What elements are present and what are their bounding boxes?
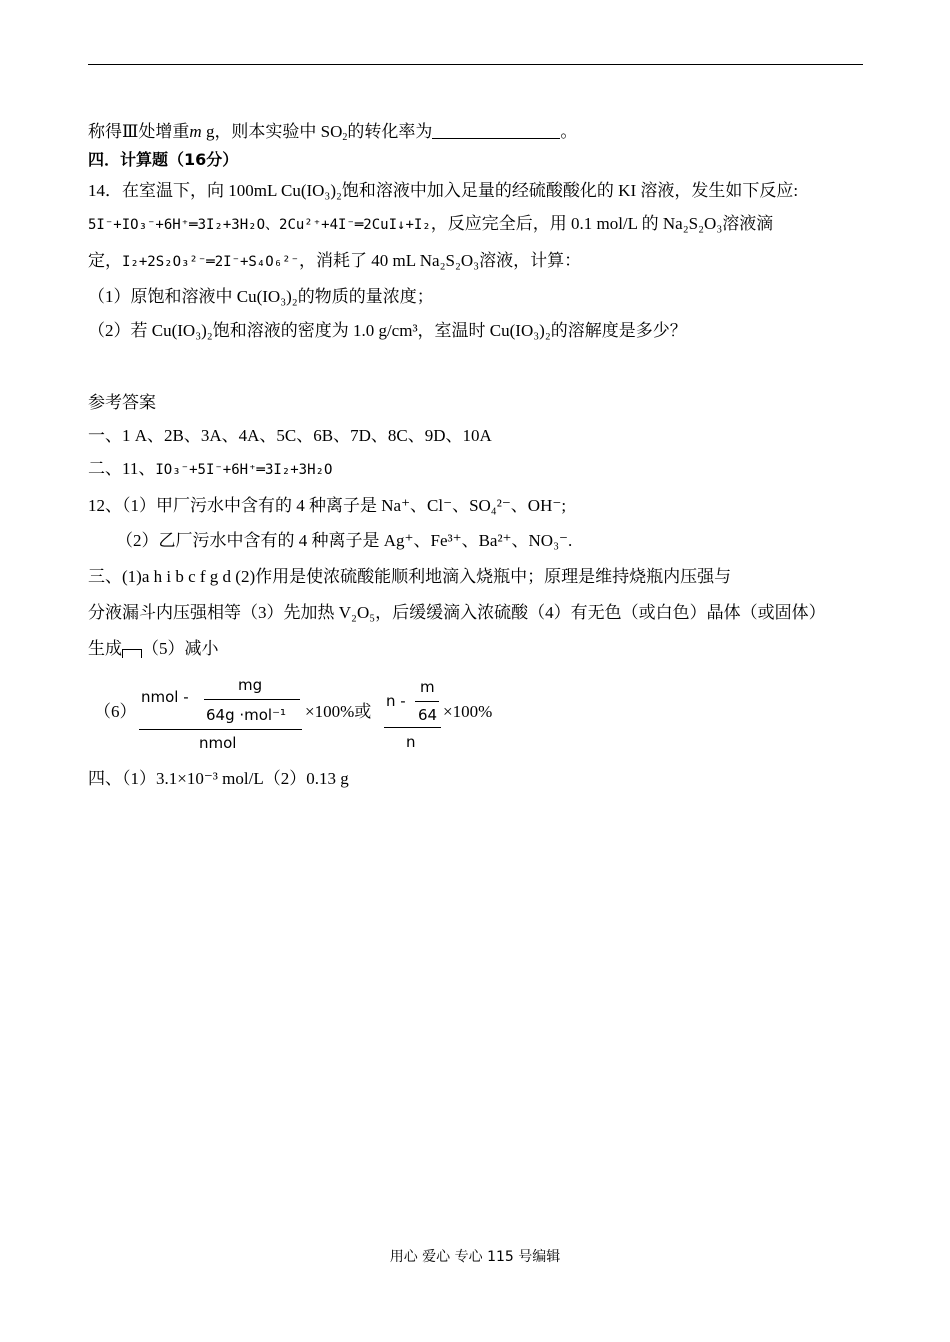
frac2-numerator-lead: n - — [386, 692, 406, 710]
frac1-inner-denominator: 64g ·mol⁻¹ — [206, 706, 287, 724]
answer-part1: 一、1 A、2B、3A、4A、5C、6B、7D、8C、9D、10A — [88, 426, 492, 445]
q13-last-line — [88, 121, 577, 143]
frac1-inner-bar — [204, 699, 300, 700]
answer-part2 — [88, 458, 332, 481]
text-segment: 的转化率为 — [347, 122, 433, 141]
frac2-inner-numerator: m — [420, 678, 435, 696]
text-segment: （5）减小 — [142, 639, 219, 658]
answer-6-label: （6） — [94, 702, 137, 721]
text-segment: g，则本实验中 SO — [201, 122, 343, 141]
frac2-denominator: n — [406, 733, 416, 751]
answer-6-pct2: ×100% — [443, 702, 493, 721]
q14-sub1: （1）原饱和溶液中 Cu(IO₃)₂的物质的量浓度； — [88, 287, 434, 306]
text-segment: ，消耗了 40 mL Na₂S₂O₃溶液，计算： — [299, 251, 582, 270]
frac1-main-bar — [139, 729, 302, 730]
page-footer: 用心 爱心 专心 115 号编辑 — [389, 1249, 561, 1265]
text-segment: 生成 — [88, 639, 122, 658]
frac1-numerator-lead: nmol - — [141, 688, 189, 706]
frac2-inner-denominator: 64 — [418, 706, 438, 724]
frac2-inner-bar — [415, 701, 439, 702]
equation-2: 、2Cu²⁺+4I⁻═2CuI↓+I₂ — [265, 217, 431, 233]
answer-12-2: （2）乙厂污水中含有的 4 种离子是 Ag⁺、Fe³⁺、Ba²⁺、NO₃⁻. — [116, 531, 573, 550]
bracket-icon — [122, 649, 142, 658]
equation-answer-11: IO₃⁻+5I⁻+6H⁺═3I₂+3H₂O — [155, 462, 333, 478]
equation-1: 5I⁻+IO₃⁻+6H⁺═3I₂+3H₂O — [88, 217, 266, 233]
answer-part3-line3 — [88, 638, 219, 660]
text-segment: 。 — [560, 122, 578, 141]
q14-intro: 14．在室温下，向 100mL Cu(IO₃)₂饱和溶液中加入足量的经硫酸酸化的 KI 溶液，发生如下反应: — [88, 181, 799, 200]
q14-line2 — [88, 213, 773, 236]
variable-m: m — [189, 122, 202, 141]
text-segment: 称得Ⅲ处增重 — [88, 122, 190, 141]
answer-blank — [432, 122, 560, 139]
frac2-main-bar — [384, 727, 441, 728]
answer-6-pct1: ×100%或 — [305, 702, 372, 721]
top-rule — [88, 64, 863, 65]
frac1-inner-numerator: mg — [238, 676, 263, 694]
text-segment: 二、11、 — [88, 459, 156, 478]
text-segment: 定， — [88, 251, 122, 270]
subscript: 2 — [342, 132, 348, 143]
frac1-denominator: nmol — [199, 734, 237, 752]
answer-part3-line2: 分液漏斗内压强相等（3）先加热 V₂O₅，后缓缓滴入浓硫酸（4）有无色（或白色）晶体（或固体） — [88, 603, 826, 622]
answer-part4: 四、（1）3.1×10⁻³ mol/L（2）0.13 g — [88, 769, 349, 788]
text-segment: ，反应完全后，用 0.1 mol/L 的 Na₂S₂O₃溶液滴 — [430, 214, 774, 233]
answer-part3-line1: 三、(1)a h i b c f g d (2)作用是使浓硫酸能顺利地滴入烧瓶中；原理是维持烧瓶内压强与 — [88, 567, 732, 586]
q14-sub2: （2）若 Cu(IO₃)₂饱和溶液的密度为 1.0 g/cm³，室温时 Cu(IO₃)₂的溶解度是多少？ — [88, 321, 687, 340]
section-title: 四．计算题（16分） — [88, 150, 239, 169]
answers-title: 参考答案 — [88, 393, 156, 412]
answer-12-1: 12、（1）甲厂污水中含有的 4 种离子是 Na⁺、Cl⁻、SO₄²⁻、OH⁻; — [88, 496, 567, 515]
q14-line3 — [88, 250, 581, 273]
equation-3: I₂+2S₂O₃²⁻═2I⁻+S₄O₆²⁻ — [122, 254, 300, 270]
